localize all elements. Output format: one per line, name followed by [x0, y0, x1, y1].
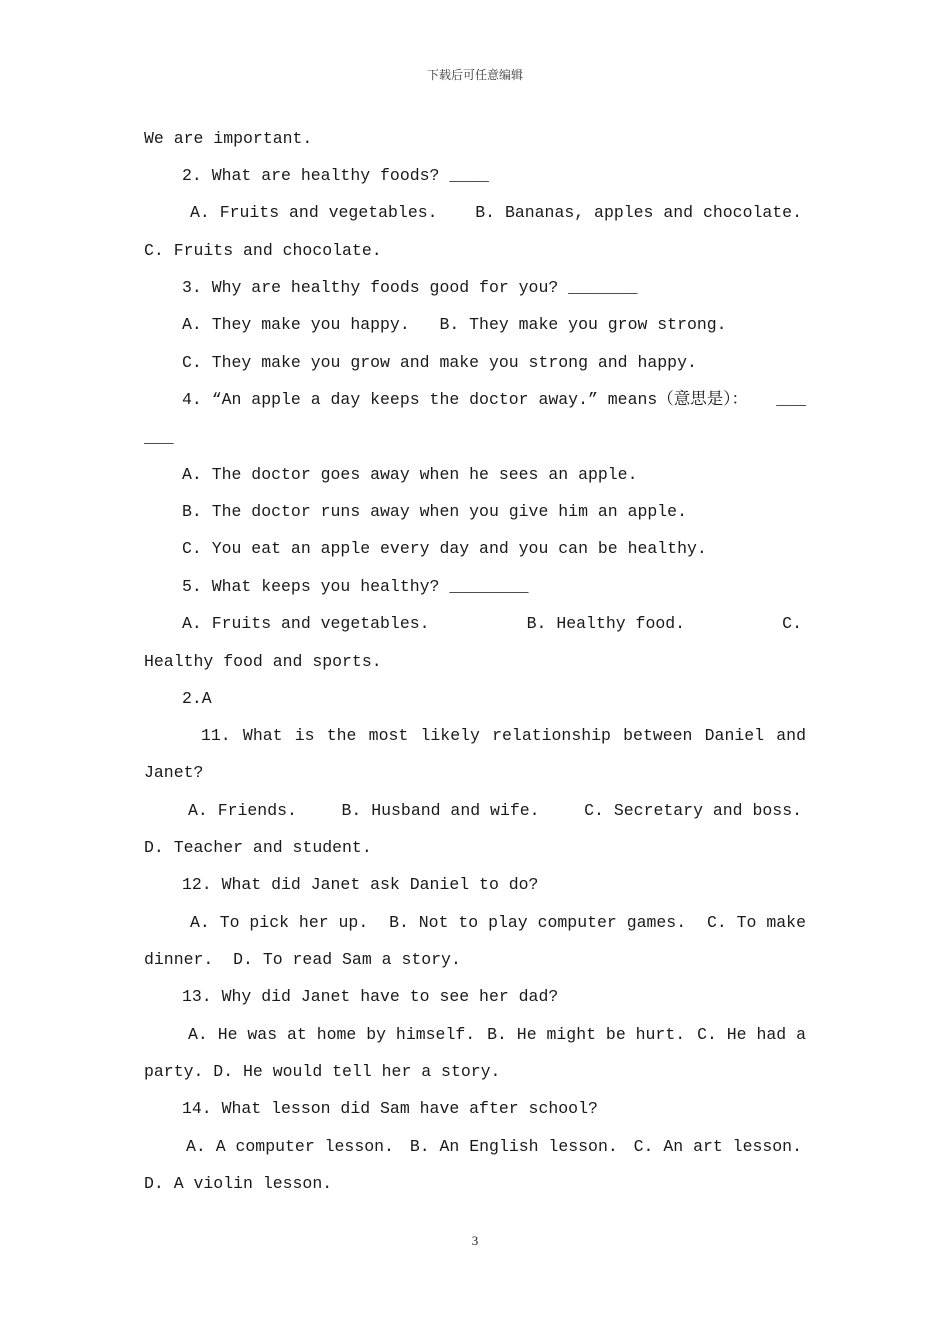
option-text: D. Teacher and student.: [144, 838, 372, 857]
option-text: C. He had a: [697, 1025, 806, 1044]
question-5-options: [182, 612, 802, 636]
option-text: B. An English lesson.: [409, 1137, 618, 1156]
question-13-options: [188, 1023, 806, 1047]
option-text: Healthy food and sports.: [144, 652, 382, 671]
question-3: 3. Why are healthy foods good for you? _______: [182, 278, 638, 297]
option-text: B. Bananas, apples and chocolate.: [475, 203, 802, 222]
word: Daniel: [704, 726, 765, 745]
option-text: A. Friends.: [188, 801, 297, 820]
word: likely: [420, 726, 480, 745]
question-text: 4. “An apple a day keeps the doctor away.” means（意思是）：: [182, 390, 749, 409]
question-14: 14. What lesson did Sam have after school?: [182, 1099, 598, 1118]
option-text: C.: [782, 614, 802, 633]
option-text: C. You eat an apple every day and you can be healthy.: [182, 539, 707, 558]
word: and: [776, 726, 806, 745]
option-text: A. He was at home by himself.: [188, 1025, 476, 1044]
option-text: party. D. He would tell her a story.: [144, 1062, 501, 1081]
word: relationship: [492, 726, 611, 745]
word: most: [368, 726, 409, 745]
question-2-options: [190, 201, 802, 225]
question-12: 12. What did Janet ask Daniel to do?: [182, 875, 539, 894]
option-text: B. The doctor runs away when you give him an apple.: [182, 502, 687, 521]
question-5: 5. What keeps you healthy? ________: [182, 577, 529, 596]
page-header: 下载后可任意编辑: [426, 68, 523, 82]
option-text: A. The doctor goes away when he sees an apple.: [182, 465, 638, 484]
question-11: [201, 724, 806, 748]
option-text: B. Not to play computer games.: [389, 913, 687, 932]
option-text: C. To make: [706, 913, 806, 932]
option-text: A. Fruits and vegetables.: [190, 203, 438, 222]
option-text: A. Fruits and vegetables.: [182, 614, 430, 633]
option-text: B. Husband and wife.: [341, 801, 540, 820]
option-text: C. An art lesson.: [633, 1137, 802, 1156]
option-text: B. Healthy food.: [526, 614, 686, 633]
word: is: [294, 726, 315, 745]
answer-key: 2.A: [182, 689, 212, 708]
page-number: 3: [471, 1233, 479, 1248]
word: What: [242, 726, 283, 745]
option-text: C. They make you grow and make you strong and happy.: [182, 353, 697, 372]
option-text: A. A computer lesson.: [186, 1137, 394, 1156]
question-2: 2. What are healthy foods? ____: [182, 166, 489, 185]
answer-blank: ___: [776, 390, 806, 409]
text-line: We are important.: [144, 129, 313, 148]
question-11-options: [188, 799, 802, 823]
option-text: C. Fruits and chocolate.: [144, 241, 382, 260]
question-12-options: [190, 911, 806, 935]
option-text: D. A violin lesson.: [144, 1174, 333, 1193]
question-4: [182, 388, 806, 412]
word: between: [623, 726, 693, 745]
option-text: C. Secretary and boss.: [584, 801, 802, 820]
option-text: A. They make you happy. B. They make you grow strong.: [182, 315, 727, 334]
option-text: A. To pick her up.: [190, 913, 369, 932]
option-text: B. He might be hurt.: [487, 1025, 686, 1044]
option-text: dinner. D. To read Sam a story.: [144, 950, 461, 969]
word: the: [326, 726, 357, 745]
question-text: Janet?: [144, 763, 204, 782]
question-13: 13. Why did Janet have to see her dad?: [182, 987, 559, 1006]
answer-blank: ___: [144, 428, 174, 447]
question-14-options: [186, 1135, 802, 1159]
word: 11.: [201, 726, 231, 745]
